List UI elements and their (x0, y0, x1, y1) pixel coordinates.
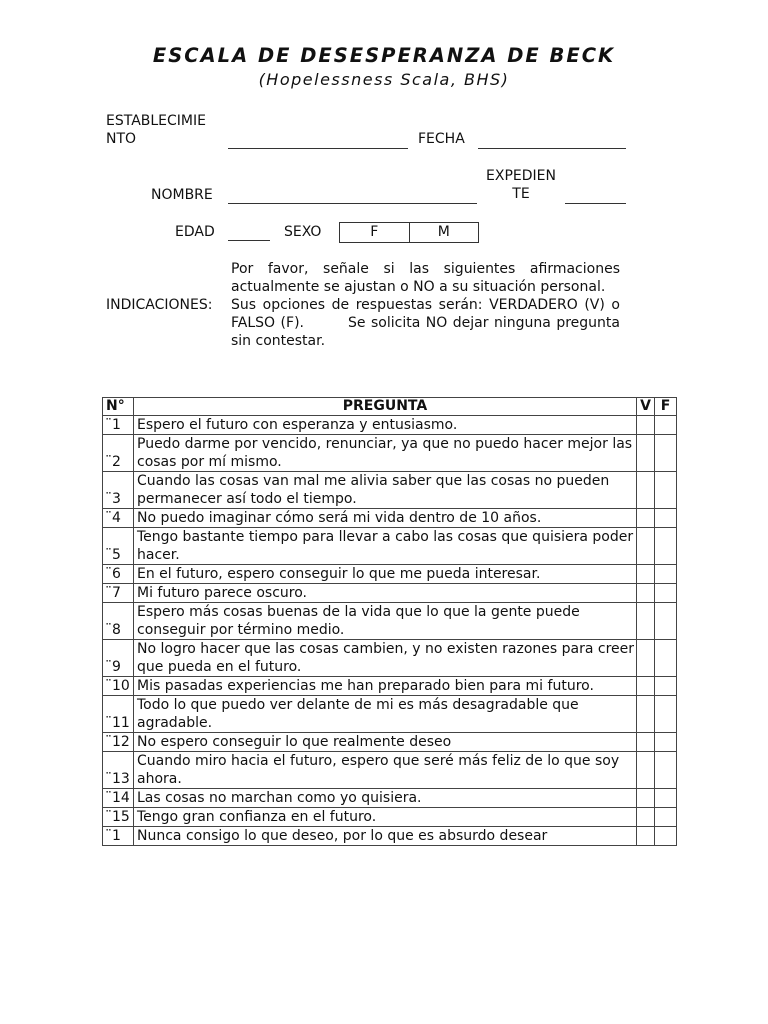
sexo-label: SEXO (284, 224, 322, 240)
answer-v-cell[interactable] (637, 435, 655, 472)
table-row (103, 827, 677, 846)
answer-v-cell[interactable] (637, 603, 655, 640)
indicaciones-text (231, 260, 625, 350)
fecha-label: FECHA (418, 131, 465, 147)
question-number: ¨13 (103, 752, 134, 789)
question-text: Espero más cosas buenas de la vida que lo que la gente puede conseguir por término medio. (134, 603, 637, 640)
table-row (103, 416, 677, 435)
answer-v-cell[interactable] (637, 827, 655, 846)
question-text: No puedo imaginar cómo será mi vida dentro de 10 años. (134, 509, 637, 528)
table-row (103, 789, 677, 808)
header-pregunta: PREGUNTA (134, 398, 637, 416)
establecimiento-field[interactable] (228, 148, 408, 149)
expediente-label: EXPEDIEN TE (486, 168, 556, 202)
answer-f-cell[interactable] (655, 640, 677, 677)
table-header-row (103, 398, 677, 416)
answer-v-cell[interactable] (637, 584, 655, 603)
answer-v-cell[interactable] (637, 565, 655, 584)
answer-v-cell[interactable] (637, 696, 655, 733)
table-row (103, 752, 677, 789)
answer-v-cell[interactable] (637, 808, 655, 827)
question-text: Puedo darme por vencido, renunciar, ya que no puedo hacer mejor las cosas por mí mismo. (134, 435, 637, 472)
table-row (103, 808, 677, 827)
answer-v-cell[interactable] (637, 528, 655, 565)
table-row (103, 603, 677, 640)
question-number: ¨11 (103, 696, 134, 733)
question-text: Tengo gran confianza en el futuro. (134, 808, 637, 827)
question-text: Espero el futuro con esperanza y entusiasmo. (134, 416, 637, 435)
answer-f-cell[interactable] (655, 528, 677, 565)
question-text: Tengo bastante tiempo para llevar a cabo las cosas que quisiera poder hacer. (134, 528, 637, 565)
page-title: ESCALA DE DESESPERANZA DE BECK (152, 44, 616, 67)
answer-f-cell[interactable] (655, 827, 677, 846)
answer-v-cell[interactable] (637, 640, 655, 677)
question-number: ¨1 (103, 416, 134, 435)
sexo-option-m[interactable]: M (409, 223, 479, 242)
table-row (103, 696, 677, 733)
table-row (103, 528, 677, 565)
answer-f-cell[interactable] (655, 733, 677, 752)
question-text: Todo lo que puedo ver delante de mi es más desagradable que agradable. (134, 696, 637, 733)
question-text: Las cosas no marchan como yo quisiera. (134, 789, 637, 808)
table-row (103, 435, 677, 472)
sexo-option-f[interactable]: F (370, 224, 379, 240)
answer-f-cell[interactable] (655, 603, 677, 640)
question-number: ¨5 (103, 528, 134, 565)
answer-f-cell[interactable] (655, 416, 677, 435)
answer-f-cell[interactable] (655, 696, 677, 733)
answer-f-cell[interactable] (655, 808, 677, 827)
question-number: ¨10 (103, 677, 134, 696)
answer-f-cell[interactable] (655, 435, 677, 472)
table-row (103, 472, 677, 509)
question-number: ¨14 (103, 789, 134, 808)
answer-f-cell[interactable] (655, 789, 677, 808)
table-row (103, 565, 677, 584)
fecha-field[interactable] (478, 148, 626, 149)
question-number: ¨2 (103, 435, 134, 472)
answer-v-cell[interactable] (637, 733, 655, 752)
indicaciones-paragraph-1: Por favor, señale si las siguientes afirmaciones actualmente se ajustan o NO a su situación personal. (231, 261, 620, 295)
answer-f-cell[interactable] (655, 677, 677, 696)
answer-v-cell[interactable] (637, 789, 655, 808)
page-subtitle: (Hopelessness Scala, BHS) (258, 70, 510, 89)
question-text: No logro hacer que las cosas cambien, y no existen razones para creer que pueda en el futuro. (134, 640, 637, 677)
answer-f-cell[interactable] (655, 472, 677, 509)
table-row (103, 677, 677, 696)
question-number: ¨1 (103, 827, 134, 846)
question-text: En el futuro, espero conseguir lo que me pueda interesar. (134, 565, 637, 584)
answer-f-cell[interactable] (655, 565, 677, 584)
answer-v-cell[interactable] (637, 509, 655, 528)
question-number: ¨3 (103, 472, 134, 509)
edad-field[interactable] (228, 240, 270, 241)
answer-v-cell[interactable] (637, 677, 655, 696)
question-number: ¨12 (103, 733, 134, 752)
header-v: V (637, 398, 655, 416)
header-num: N° (103, 398, 134, 416)
question-text: Mi futuro parece oscuro. (134, 584, 637, 603)
question-number: ¨6 (103, 565, 134, 584)
questions-table (102, 397, 677, 846)
question-number: ¨4 (103, 509, 134, 528)
question-text: No espero conseguir lo que realmente deseo (134, 733, 637, 752)
questions-body (103, 416, 677, 846)
question-text: Cuando miro hacia el futuro, espero que seré más feliz de lo que soy ahora. (134, 752, 637, 789)
answer-f-cell[interactable] (655, 584, 677, 603)
answer-f-cell[interactable] (655, 752, 677, 789)
table-row (103, 733, 677, 752)
answer-v-cell[interactable] (637, 472, 655, 509)
expediente-field[interactable] (565, 203, 626, 204)
question-number: ¨8 (103, 603, 134, 640)
answer-f-cell[interactable] (655, 509, 677, 528)
establecimiento-label: ESTABLECIMIE NTO (106, 113, 206, 147)
indicaciones-paragraph-2: Sus opciones de respuestas serán: VERDADERO (V) o FALSO (F). Se solicita NO dejar ninguna pregunta sin contestar. (231, 297, 625, 349)
table-row (103, 509, 677, 528)
nombre-label: NOMBRE (151, 187, 213, 203)
question-text: Nunca consigo lo que deseo, por lo que es absurdo desear (134, 827, 637, 846)
sexo-selector (339, 222, 479, 243)
indicaciones-label: INDICACIONES: (106, 297, 213, 313)
header-f: F (655, 398, 677, 416)
nombre-field[interactable] (228, 203, 477, 204)
answer-v-cell[interactable] (637, 416, 655, 435)
table-row (103, 584, 677, 603)
question-number: ¨15 (103, 808, 134, 827)
question-number: ¨9 (103, 640, 134, 677)
question-text: Mis pasadas experiencias me han preparado bien para mi futuro. (134, 677, 637, 696)
question-number: ¨7 (103, 584, 134, 603)
table-row (103, 640, 677, 677)
answer-v-cell[interactable] (637, 752, 655, 789)
question-text: Cuando las cosas van mal me alivia saber que las cosas no pueden permanecer así todo el tiempo. (134, 472, 637, 509)
edad-label: EDAD (175, 224, 215, 240)
